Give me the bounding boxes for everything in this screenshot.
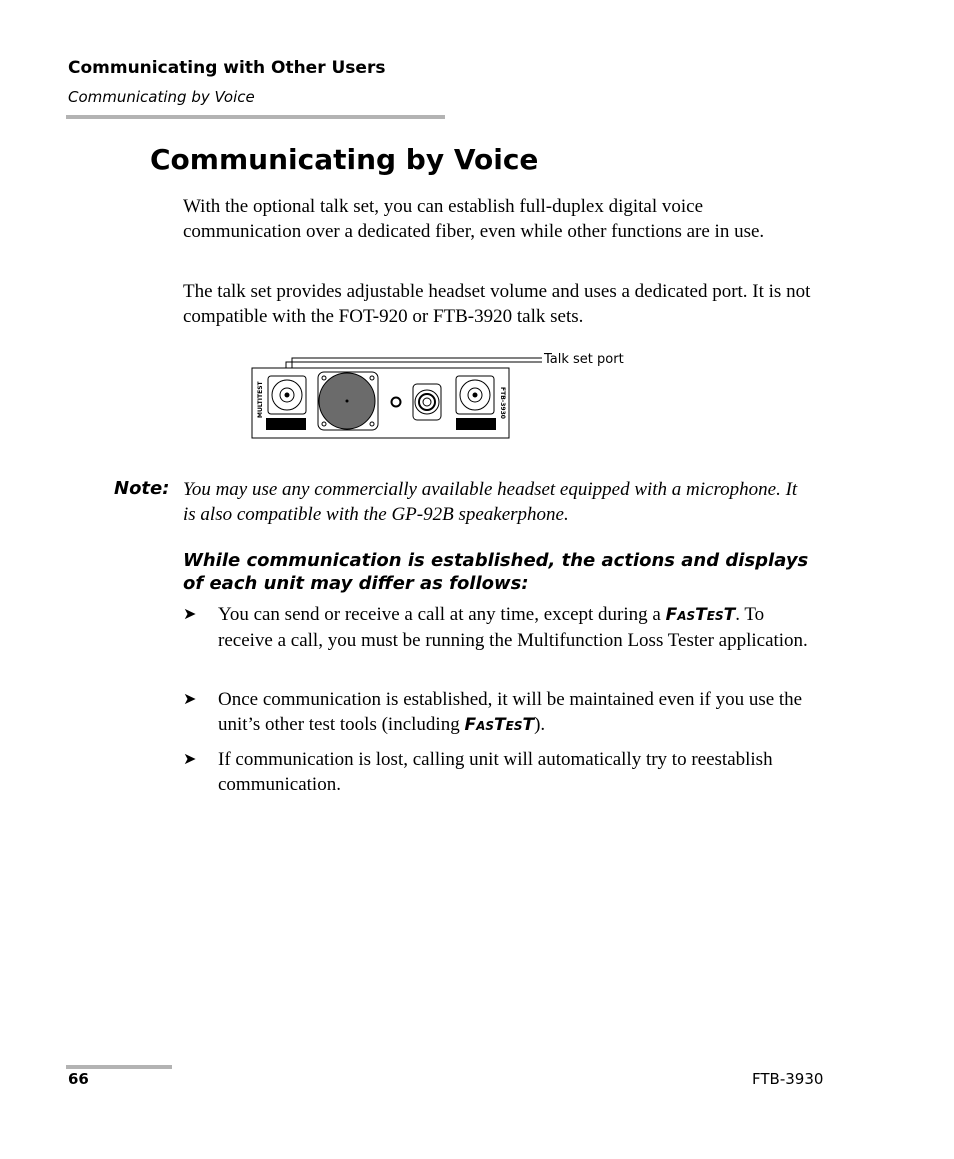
bullet-arrow-icon: ➤ [183,751,197,768]
running-header-title: Communicating with Other Users [68,58,386,78]
product-name: FTB-3930 [752,1070,824,1088]
left-port [266,376,306,430]
list-item-text: You can send or receive a call at any time, except during a FASTEST. To receive a call, you must be running the Multifunction Loss Tester application. [218,604,808,651]
procedure-heading: While communication is established, the actions and displays of each unit may differ as follows: [183,550,809,594]
right-port-label: FTB-3930 [499,387,506,419]
talk-set-port-icon [413,384,441,420]
list-item-text: If communication is lost, calling unit will automatically try to reestablish communication. [218,749,773,795]
note-label: Note: [114,478,170,499]
list-item [183,603,823,653]
list-item [183,748,823,797]
list-item-text: Once communication is established, it will be maintained even if you use the unit’s other test tools (including FASTEST). [218,689,803,735]
indicator-icon [392,398,401,407]
speaker-icon [318,372,378,430]
left-port-label: MULTITEST [257,381,264,418]
fastest-term: FASTEST [665,605,736,625]
fastest-term: FASTEST [464,714,535,735]
footer-rule [66,1065,172,1069]
bullet-arrow-icon: ➤ [183,691,197,708]
talk-set-paragraph: The talk set provides adjustable headset volume and uses a dedicated port. It is not compatible with the FOT-920 or FTB-3920 talk sets. [183,281,811,327]
note-text: You may use any commercially available headset equipped with a microphone. It is also compatible with the GP-92B speakerphone. [183,479,798,525]
right-port [456,376,496,430]
callout-label: Talk set port [544,352,624,367]
header-rule [66,115,445,119]
page-title: Communicating by Voice [150,143,539,176]
page-number: 66 [68,1070,89,1088]
bullet-arrow-icon: ➤ [183,606,197,623]
intro-paragraph: With the optional talk set, you can establish full-duplex digital voice communication over a dedicated fiber, even while other functions are in use. [183,196,765,242]
talk-set-panel-figure [248,340,648,445]
list-item [183,688,823,738]
running-header-subtitle: Communicating by Voice [68,88,255,106]
